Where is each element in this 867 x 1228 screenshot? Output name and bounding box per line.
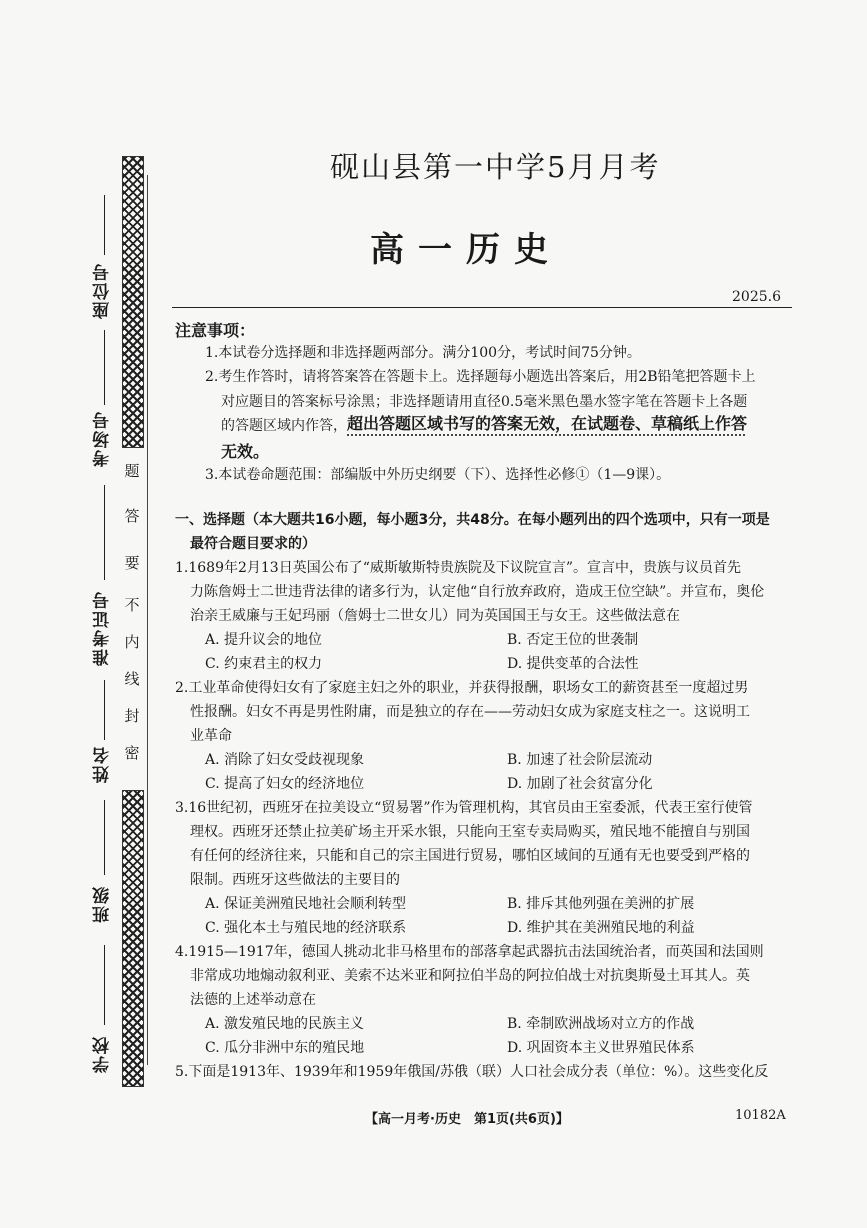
option: D. 维护其在美洲殖民地的利益	[507, 920, 695, 936]
seal-char: 密	[124, 744, 140, 762]
option: C. 瓜分非洲中东的殖民地	[205, 1040, 365, 1056]
seat-label: 座位号	[93, 262, 113, 319]
option: A. 保证美洲殖民地社会顺利转型	[205, 896, 407, 912]
seal-char: 线	[124, 670, 140, 688]
question-text: 理权。西班牙还禁止拉美矿场主开采水银，只能向王室专卖局购买，殖民地不能擅自与别国	[190, 824, 750, 840]
option: A. 激发殖民地的民族主义	[205, 1016, 365, 1032]
option: C. 强化本土与殖民地的经济联系	[205, 920, 407, 936]
question-text: 2.工业革命使得妇女有了家庭主妇之外的职业，并获得报酬，职场女工的薪资甚至一度超过男	[175, 680, 749, 696]
decorative-border-strip-lower	[122, 790, 144, 1087]
question-text: 法德的上述举动意在	[190, 992, 316, 1008]
section-header-cont: 最符合题目要求的）	[190, 536, 316, 552]
question-text: 力陈詹姆士二世违背法律的诸多行为，认定他“自行放弃政府，造成王位空缺”。并宣布，奥伦	[190, 584, 765, 600]
header-divider	[172, 307, 792, 308]
question-text: 有任何的经济往来，只能和自己的宗主国进行贸易，哪怕区域间的互通有无也要受到严格的	[190, 848, 750, 864]
exam-code: 10182A	[735, 1108, 786, 1123]
seal-char: 要	[124, 554, 140, 572]
decorative-border-strip	[122, 156, 144, 448]
option: B. 排斥其他列强在美洲的扩展	[507, 896, 695, 912]
question-text: 5.下面是1913年、1939年和1959年俄国/苏俄（联）人口社会成分表（单位：%）。这些变化反	[175, 1064, 769, 1080]
exam-title: 砚山县第一中学5月月考	[330, 150, 661, 184]
question-text: 非常成功地煽动叙利亚、美索不达米亚和阿拉伯半岛的阿拉伯战士对抗奥斯曼土耳其人。英	[190, 968, 750, 984]
option: C. 约束君主的权力	[205, 656, 323, 672]
page-footer: 【高一月考·历史 第1页(共6页)】	[365, 1112, 569, 1127]
notice-title: 注意事项：	[175, 321, 256, 340]
subject-title: 高一历史	[370, 230, 562, 270]
seal-char: 不	[124, 596, 140, 614]
question-text: 性报酬。妇女不再是男性附庸，而是独立的存在——劳动妇女成为家庭支柱之一。这说明工	[190, 704, 750, 720]
seat-blank[interactable]	[104, 195, 105, 255]
class-label: 班级	[93, 885, 113, 923]
school-blank[interactable]	[104, 945, 105, 1025]
notice-line: 2.考生作答时，请将答案答在答题卡上。选择题每小题选出答案后，用2B铅笔把答题卡上	[205, 369, 756, 385]
seal-char: 题	[124, 462, 140, 480]
seal-char: 封	[124, 707, 140, 725]
room-label: 考场号	[93, 410, 113, 467]
question-text: 4.1915—1917年，德国人挑动北非马格里布的部落拿起武器抗击法国统治者，而英国和法国则	[175, 944, 764, 960]
option: B. 否定王位的世袭制	[507, 632, 639, 648]
question-text: 1.1689年2月13日英国公布了“威斯敏斯特贵族院及下议院宣言”。宣言中，贵族与议员首先	[175, 560, 742, 576]
option: B. 牵制欧洲战场对立方的作战	[507, 1016, 695, 1032]
name-blank[interactable]	[104, 680, 105, 740]
option: D. 提供变革的合法性	[507, 656, 639, 672]
notice-line: 的答题区域内作答，	[221, 418, 347, 434]
notice-line: 对应题目的答案标号涂黑；非选择题请用直径0.5毫米黑色墨水签字笔在答题卡上各题	[221, 394, 748, 410]
notice-line: 1.本试卷分选择题和非选择题两部分。满分100分，考试时间75分钟。	[205, 345, 641, 361]
option: C. 提高了妇女的经济地位	[205, 776, 365, 792]
section-header: 一、选择题（本大题共16小题，每小题3分，共48分。在每小题列出的四个选项中，只有一项是	[175, 512, 770, 528]
notice-line: 无效。	[221, 442, 270, 461]
exam-id-blank[interactable]	[104, 485, 105, 580]
question-text: 治亲王威廉与王妃玛丽（詹姆士二世女儿）同为英国国王与女王。这些做法意在	[190, 608, 680, 624]
exam-id-label: 准考证号	[93, 590, 113, 666]
notice-warning: 超出答题区域书写的答案无效，在试题卷、草稿纸上作答	[347, 414, 748, 433]
option: D. 加剧了社会贫富分化	[507, 776, 653, 792]
binding-line	[147, 175, 148, 1065]
option: A. 提升议会的地位	[205, 632, 323, 648]
name-label: 姓名	[93, 745, 113, 783]
seal-char: 答	[124, 507, 140, 525]
seal-char: 内	[124, 633, 140, 651]
exam-date: 2025.6	[732, 289, 781, 305]
question-text: 业革命	[190, 728, 232, 744]
school-label: 学校	[93, 1035, 113, 1073]
class-blank[interactable]	[104, 800, 105, 875]
room-blank[interactable]	[104, 330, 105, 405]
question-text: 3.16世纪初，西班牙在拉美设立“贸易署”作为管理机构，其官员由王室委派，代表王室行使管	[175, 800, 753, 816]
question-text: 限制。西班牙这些做法的主要目的	[190, 872, 400, 888]
option: B. 加速了社会阶层流动	[507, 752, 653, 768]
option: D. 巩固资本主义世界殖民体系	[507, 1040, 695, 1056]
notice-line: 3.本试卷命题范围：部编版中外历史纲要（下）、选择性必修①（1—9课）。	[205, 467, 671, 483]
option: A. 消除了妇女受歧视现象	[205, 752, 365, 768]
